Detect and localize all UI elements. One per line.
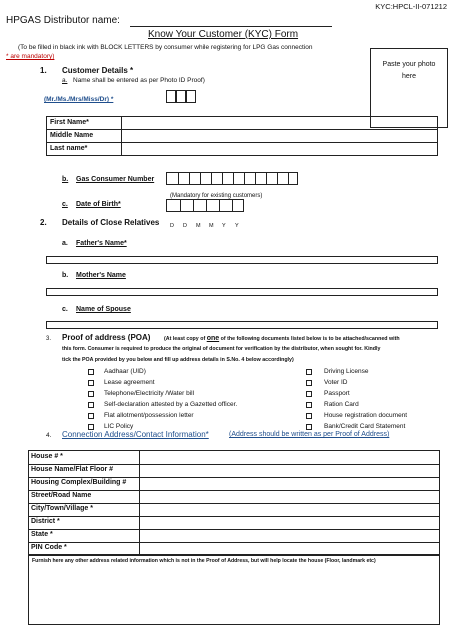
- sec2-c-label: c.: [62, 306, 68, 313]
- sec1-a-text: Name shall be entered as per Photo ID Proof): [73, 77, 205, 84]
- sec3-num: 3.: [46, 336, 52, 342]
- state-label: State *: [31, 531, 53, 538]
- poa-checkbox-ration-card[interactable]: [306, 402, 312, 408]
- pin-code-label: PIN Code *: [31, 544, 67, 551]
- page-title: Know Your Customer (KYC) Form: [148, 29, 299, 40]
- poa-ration-card: Ration Card: [324, 401, 359, 408]
- poa-utility-bill: Telephone/Electricity /Water bill: [104, 390, 195, 397]
- dob-d1: D: [170, 223, 174, 229]
- poa-checkbox-aadhaar[interactable]: [88, 369, 94, 375]
- street-label: Street/Road Name: [31, 492, 92, 499]
- sec4-title: Connection Address/Contact Information*: [62, 430, 209, 439]
- salutation-label: (Mr./Ms./Mrs/Miss/Dr) *: [44, 96, 114, 103]
- poa-checkbox-lease[interactable]: [88, 380, 94, 386]
- dob-m2: M: [209, 223, 214, 229]
- form-code: KYC:HPCL-II-071212: [375, 2, 447, 11]
- house-number-label: House # *: [31, 453, 63, 460]
- poa-checkbox-bank-statement[interactable]: [306, 424, 312, 430]
- sec2-b-label: b.: [62, 272, 69, 279]
- mandatory-existing-note: (Mandatory for existing customers): [170, 193, 263, 199]
- city-label: City/Town/Village *: [31, 505, 93, 512]
- mandatory-note: * are mandatory): [6, 53, 55, 60]
- sec3-title: Proof of address (POA): [62, 333, 151, 342]
- middle-name-label: Middle Name: [50, 132, 94, 139]
- spouse-name-label: Name of Spouse: [76, 306, 131, 313]
- poa-checkbox-passport[interactable]: [306, 391, 312, 397]
- last-name-label: Last name*: [50, 145, 88, 152]
- sec2-title: Details of Close Relatives: [62, 218, 160, 227]
- mother-name-label: Mother's Name: [76, 272, 126, 279]
- poa-self-declaration: Self-declaration attested by a Gazetted officer.: [104, 401, 238, 408]
- sec1-b-label: b.: [62, 176, 69, 183]
- poa-checkbox-voter-id[interactable]: [306, 380, 312, 386]
- salutation-box[interactable]: [176, 90, 186, 103]
- dob-y1: Y: [222, 223, 226, 229]
- photo-box-text: Paste your photo here: [382, 61, 436, 80]
- poa-bank-statement: Bank/Credit Card Statement: [324, 423, 406, 430]
- sec3-desc-one: one: [206, 335, 220, 342]
- dob-y2: Y: [235, 223, 239, 229]
- sec1-num: 1.: [40, 66, 47, 75]
- address-grid[interactable]: [28, 450, 440, 555]
- dob-m1: M: [196, 223, 201, 229]
- instruction-text: (To be filled in black ink with BLOCK LETTERS by consumer while registering for LPG Gas connection: [18, 44, 313, 51]
- gas-consumer-number-input[interactable]: [166, 172, 298, 185]
- salutation-box[interactable]: [186, 90, 196, 103]
- sec1-a-label: a.: [62, 77, 68, 84]
- sec3-desc-part1: (At least copy of: [164, 336, 206, 342]
- dob-d2: D: [183, 223, 187, 229]
- sec3-desc-line3: tick the POA provided by you below and fill up address details in S.No. 4 below accordingly): [62, 357, 294, 363]
- poa-checkbox-house-registration[interactable]: [306, 413, 312, 419]
- poa-aadhaar: Aadhaar (UID): [104, 368, 146, 375]
- spouse-name-input[interactable]: [46, 321, 438, 329]
- sec3-desc-part2: of the following documents listed below is to be attached/scanned with: [220, 336, 400, 342]
- poa-voter-id: Voter ID: [324, 379, 348, 386]
- poa-checkbox-self-declaration[interactable]: [88, 402, 94, 408]
- additional-address-info-box[interactable]: [28, 555, 440, 625]
- father-name-input[interactable]: [46, 256, 438, 264]
- poa-checkbox-utility-bill[interactable]: [88, 391, 94, 397]
- first-name-label: First Name*: [50, 119, 89, 126]
- mother-name-input[interactable]: [46, 288, 438, 296]
- name-grid[interactable]: [46, 116, 438, 156]
- sec1-c-label: c.: [62, 201, 68, 208]
- housing-complex-label: Housing Complex/Building #: [31, 479, 127, 486]
- dob-input[interactable]: [166, 199, 244, 212]
- poa-checkbox-flat-allotment[interactable]: [88, 413, 94, 419]
- poa-lease: Lease agreement: [104, 379, 155, 386]
- sec3-desc: [164, 335, 400, 342]
- dob-label: Date of Birth*: [76, 201, 121, 208]
- poa-driving-license: Driving License: [324, 368, 369, 375]
- distributor-name-line[interactable]: [130, 26, 332, 27]
- sec1-title: Customer Details *: [62, 66, 134, 75]
- salutation-box[interactable]: [166, 90, 176, 103]
- sec2-num: 2.: [40, 218, 47, 227]
- district-label: District *: [31, 518, 60, 525]
- gas-consumer-label: Gas Consumer Number: [76, 176, 155, 183]
- sec4-note: (Address should be written as per Proof of Address): [229, 431, 390, 438]
- sec3-desc-line2: this form. Consumer is required to produce the original of document for verification by the distributor, when sought for. Kindly: [62, 346, 381, 352]
- poa-house-registration: House registration document: [324, 412, 408, 419]
- distributor-label: HPGAS Distributor name:: [6, 15, 120, 26]
- poa-lic: LIC Policy: [104, 423, 134, 430]
- house-name-label: House Name/Flat Floor #: [31, 466, 114, 473]
- poa-passport: Passport: [324, 390, 350, 397]
- sec2-a-label: a.: [62, 240, 68, 247]
- poa-checkbox-driving-license[interactable]: [306, 369, 312, 375]
- sec4-num: 4.: [46, 432, 52, 439]
- poa-flat-allotment: Flat allotment/possession letter: [104, 412, 194, 419]
- father-name-label: Father's Name*: [76, 240, 127, 247]
- additional-address-info-label: Furnish here any other address related information which is not in the Proof of Address, but will help locate the house (Floor, landmark etc): [32, 558, 376, 564]
